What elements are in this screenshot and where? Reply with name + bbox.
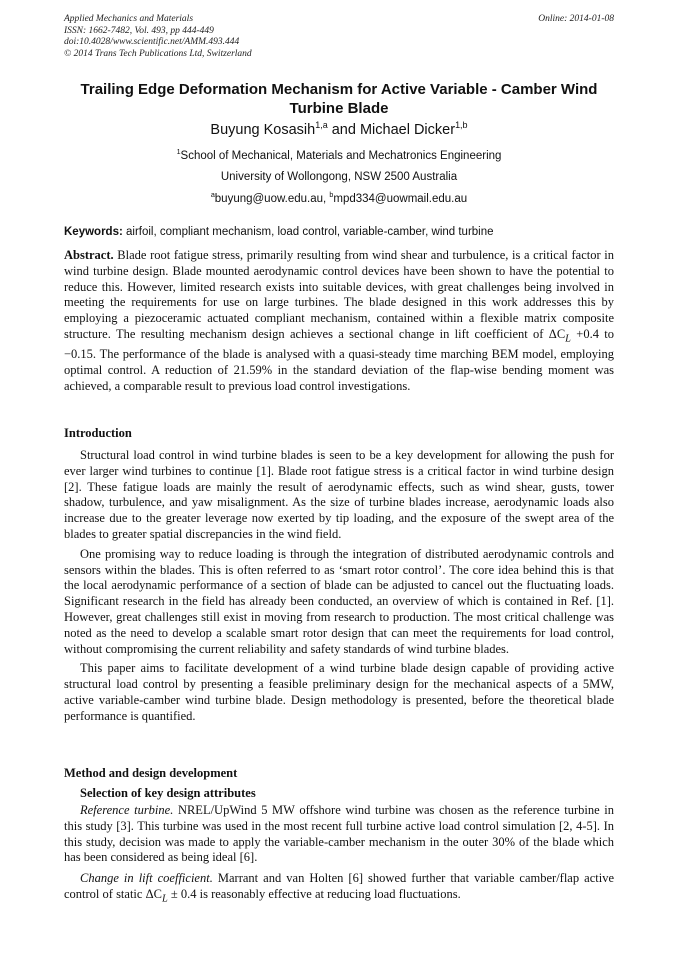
title-line-1: Trailing Edge Deformation Mechanism for Active Variable - Camber Wind — [80, 81, 598, 98]
author-list — [0, 122, 678, 138]
keywords — [64, 226, 494, 238]
email-sup: b — [329, 191, 334, 200]
author-name: Buyung Kosasih — [210, 122, 316, 138]
email-line — [0, 193, 678, 205]
doi-line: doi:10.4028/www.scientific.net/AMM.493.444 — [64, 37, 240, 47]
author-and: and — [327, 122, 360, 138]
paragraph: One promising way to reduce loading is through the integration of distributed aerodynamic controls and sensors within the blades. This is often referred to as ‘smart rotor control’. The core idea behind this is that the local aerodynamic performance of a section of blade can be adjusted to cancel out the fluctuating loads. Significant research in the field has already been conducted, an overview of which is contained in Ref. [1]. However, great challenges still exist in moving from research to production. The most critical challenge was noted as the need to develop a scalable smart rotor design that can meet the requirements for load control, without compromising the current reliability and safety standards of wind turbine blades. — [64, 546, 614, 656]
affiliation-line-1 — [0, 150, 678, 162]
keywords-label: Keywords: — [64, 226, 123, 238]
paragraph: This paper aims to facilitate development of a wind turbine blade design capable of providing active structural load control by presenting a feasible preliminary design for the mechanical aspects of a 5MW, active variable-camber wind turbine blade. Design methodology is presented, before the theoretical blade performance is quantified. — [64, 661, 614, 723]
subsection-heading: Selection of key design attributes — [80, 786, 256, 800]
title-line-2: Turbine Blade — [289, 100, 389, 117]
section-heading-introduction: Introduction — [64, 426, 132, 440]
abstract — [64, 248, 614, 395]
run-in-heading: Reference turbine. — [80, 803, 174, 817]
copyright-line: © 2014 Trans Tech Publications Ltd, Switzerland — [64, 48, 252, 59]
paragraph — [64, 803, 614, 866]
email-b: mpd334@uowmail.edu.au — [333, 193, 468, 205]
run-in-heading: Change in lift coefficient. — [80, 871, 213, 886]
author-name: Michael Dicker — [359, 122, 456, 138]
email-a: buyung@uow.edu.au, — [214, 193, 330, 205]
affiliation-line-2: University of Wollongong, NSW 2500 Australia — [220, 171, 458, 183]
paragraph-text: Marrant and van Holten [6] showed further that variable camber/flap active control of static ΔC — [64, 871, 614, 901]
section-heading-method: Method and design development — [64, 766, 238, 780]
abstract-label: Abstract. — [64, 248, 114, 262]
paragraph-text: NREL/UpWind 5 MW offshore wind turbine was chosen as the reference turbine in this study [3]. This turbine was used in the most recent full turbine active load control simulation [2, 4-5]. In this study, decision was made to apply the variable-camber mechanism in the outer 30% of the blade which has been considered as being ideal [6]. — [64, 803, 615, 865]
email-sup: a — [210, 191, 215, 200]
paragraph: Structural load control in wind turbine blades is seen to be a key development for allowing the push for ever larger wind turbines to continue [1]. Blade root fatigue stress is a critical factor in wind turbine design [2]. These fatigue loads are mainly the result of aerodynamic effects, such as wind shear, gusts, tower shadow, turbulence, and yaw misalignment. As the size of turbine blades increase, aerodynamic loads also increase due to the greater leverage now exerted by tip loading, and the exposure of the swept area of the blades to greater spatial discrepancies in the wind field. — [64, 448, 614, 541]
online-date: Online: 2014-01-08 — [538, 14, 614, 24]
journal-header — [64, 14, 252, 60]
intro-body — [64, 448, 614, 725]
paragraph-text-2: ± 0.4 is reasonably effective at reducing load fluctuations. — [167, 886, 461, 901]
affil-sup: 1 — [176, 148, 181, 157]
paragraph — [64, 871, 614, 907]
journal-name: Applied Mechanics and Materials — [64, 14, 194, 24]
author-affil-sup: 1,b — [455, 120, 468, 131]
issn-line: ISSN: 1662-7482, Vol. 493, pp 444-449 — [64, 25, 214, 36]
author-affil-sup: 1,a — [315, 120, 328, 131]
keywords-text: airfoil, compliant mechanism, load control, variable-camber, wind turbine — [122, 226, 494, 238]
abstract-sub: L — [565, 333, 571, 345]
subscript: L — [161, 893, 168, 905]
abstract-text-2: +0.4 to −0.15. The performance of the blade is analysed with a quasi-steady time marching BEM model, employing optimal control. A reduction of 21.59% in the standard deviation of the flap-wise bending moment was achieved, a comparable result to previous load control investigations. — [64, 326, 614, 393]
abstract-text: Blade root fatigue stress, primarily resulting from wind shear and turbulence, is a critical factor in wind turbine design. Blade mounted aerodynamic control devices have been shown to have the potential to reduce this. However, limited research exists into suitable devices, with great challenges being involved in meeting the requirements for use on large turbines. The blade designed in this work addresses this by employing a piezoceramic actuated compliant mechanism, contained within a flexible matrix composite structure. The resulting mechanism design achieves a sectional change in lift coefficient of ΔC — [64, 248, 614, 341]
affil-text: School of Mechanical, Materials and Mechatronics Engineering — [180, 150, 502, 162]
method-body — [64, 803, 614, 907]
paper-title — [50, 80, 628, 118]
